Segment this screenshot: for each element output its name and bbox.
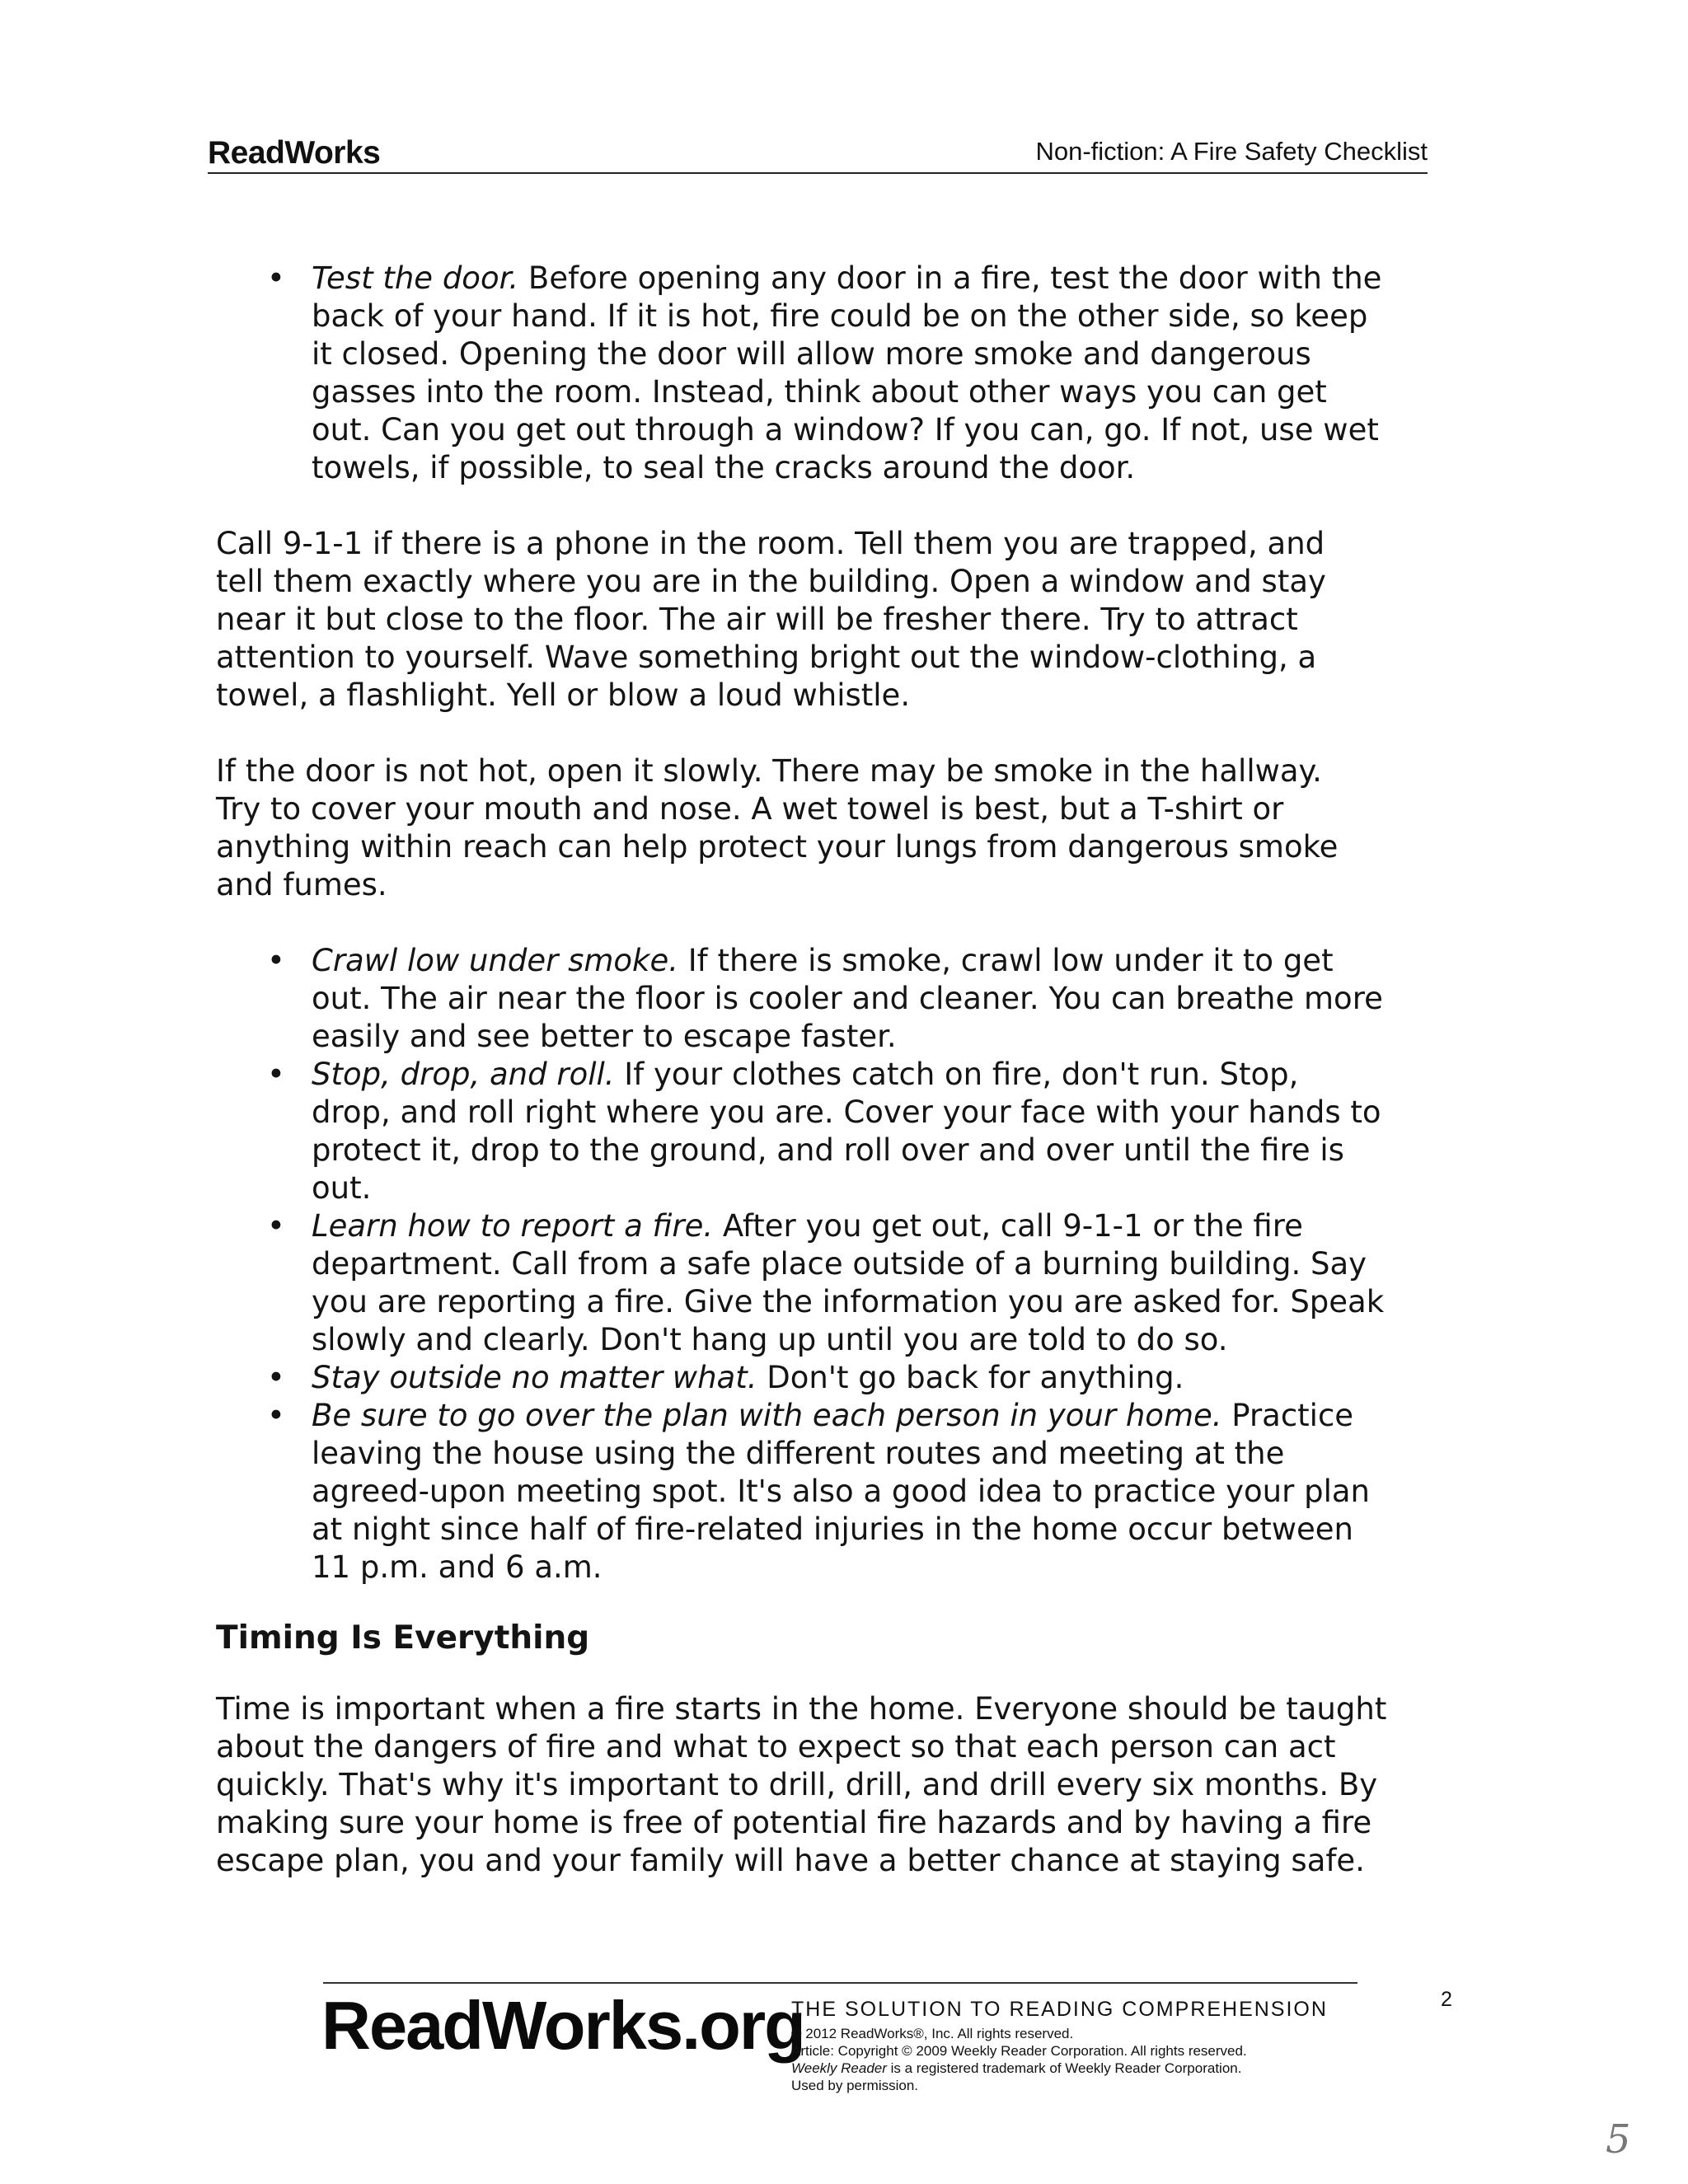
text-line: If there is smoke, crawl low under it to get — [678, 943, 1334, 978]
bullet-list-door — [216, 260, 1436, 487]
text-line: Don't go back for anything. — [757, 1360, 1184, 1395]
bullet-icon: • — [267, 1398, 285, 1433]
text-line: easily and see better to escape faster. — [312, 1019, 897, 1054]
header-document-title: Non-fiction: A Fire Safety Checklist — [1035, 137, 1428, 166]
text-line: out. The air near the floor is cooler and cleaner. You can breathe more — [312, 981, 1383, 1016]
bullet-item — [216, 1359, 1436, 1397]
text-line: making sure your home is free of potential fire hazards and by having a fire — [216, 1805, 1372, 1840]
bullet-lead: Stay outside no matter what. — [312, 1360, 757, 1395]
text-line: protect it, drop to the ground, and roll over and over until the fire is — [312, 1132, 1344, 1168]
text-line: towels, if possible, to seal the cracks around the door. — [312, 450, 1136, 485]
text-line: leaving the house using the different routes and meeting at the — [312, 1436, 1285, 1471]
footer-copyright: © 2012 ReadWorks®, Inc. All rights reserved. — [791, 2026, 1074, 2041]
bullet-item — [216, 1207, 1436, 1359]
bullet-icon: • — [267, 1208, 285, 1244]
header-divider — [208, 172, 1428, 174]
text-line: at night since half of fire-related injuries in the home occur between — [312, 1511, 1353, 1547]
page-header — [208, 132, 1428, 176]
bullet-lead: Stop, drop, and roll. — [312, 1057, 615, 1092]
page-number: 2 — [1441, 1988, 1452, 2011]
bullet-lead: Learn how to report a fire. — [312, 1208, 714, 1244]
text-line: After you get out, call 9-1-1 or the fire — [713, 1208, 1303, 1244]
footer-article-credit: Article: Copyright © 2009 Weekly Reader Corporation. All rights reserved. — [791, 2043, 1247, 2059]
paragraph-call-911 — [216, 525, 1436, 715]
text-line: anything within reach can help protect your lungs from dangerous smoke — [216, 829, 1339, 865]
bullet-lead: Test the door. — [312, 260, 519, 296]
text-line: If the door is not hot, open it slowly. There may be smoke in the hallway. — [216, 753, 1322, 789]
bullet-icon: • — [267, 260, 285, 296]
text-line: quickly. That's why it's important to drill, drill, and drill every six months. By — [216, 1767, 1378, 1802]
bullet-item — [216, 942, 1436, 1056]
text-line: Before opening any door in a fire, test the door with the — [518, 260, 1382, 296]
text-line: out. — [312, 1170, 372, 1206]
paragraph-door-not-hot — [216, 752, 1436, 904]
bullet-list-safety-tips — [216, 942, 1436, 1586]
text-line: gasses into the room. Instead, think about other ways you can get — [312, 374, 1327, 410]
paragraph-timing — [216, 1690, 1436, 1880]
text-line: tell them exactly where you are in the building. Open a window and stay — [216, 564, 1326, 599]
bullet-icon: • — [267, 1057, 285, 1092]
text-line: near it but close to the floor. The air will be fresher there. Try to attract — [216, 602, 1298, 637]
text-line: slowly and clearly. Don't hang up until you are told to do so. — [312, 1322, 1228, 1357]
text-line: towel, a flashlight. Yell or blow a loud whistle. — [216, 677, 911, 713]
footer-permission: Used by permission. — [791, 2078, 919, 2093]
text-line: attention to yourself. Wave something bright out the window-clothing, a — [216, 640, 1317, 675]
bullet-item — [216, 1397, 1436, 1586]
bullet-lead: Crawl low under smoke. — [312, 943, 678, 978]
text-line: out. Can you get out through a window? If you can, go. If not, use wet — [312, 412, 1379, 448]
text-line: about the dangers of fire and what to expect so that each person can act — [216, 1729, 1336, 1765]
text-line: it closed. Opening the door will allow more smoke and dangerous — [312, 336, 1311, 372]
footer-trademark-text: is a registered trademark of Weekly Reader Corporation. — [886, 2060, 1242, 2076]
text-line: Call 9-1-1 if there is a phone in the room. Tell them you are trapped, and — [216, 526, 1325, 561]
text-line: department. Call from a safe place outside of a burning building. Say — [312, 1246, 1367, 1282]
footer-trademark-name: Weekly Reader — [791, 2060, 887, 2076]
bullet-icon: • — [267, 1360, 285, 1395]
footer-trademark — [791, 2060, 1385, 2077]
bullet-item — [216, 1056, 1436, 1207]
bullet-lead: Be sure to go over the plan with each person in your home. — [312, 1398, 1222, 1433]
bullet-icon: • — [267, 943, 285, 978]
header-brand-logo: ReadWorks — [208, 135, 381, 171]
text-line: back of your hand. If it is hot, fire could be on the other side, so keep — [312, 298, 1368, 334]
text-line: drop, and roll right where you are. Cover your face with your hands to — [312, 1094, 1381, 1130]
footer-brand-logo: ReadWorks.org — [321, 1987, 804, 2064]
text-line: If your clothes catch on fire, don't run. Stop, — [614, 1057, 1299, 1092]
text-line: 11 p.m. and 6 a.m. — [312, 1549, 603, 1585]
handwritten-mark: 5 — [1606, 2116, 1631, 2163]
text-line: and fumes. — [216, 867, 387, 902]
text-line: Practice — [1221, 1398, 1354, 1433]
text-line: Try to cover your mouth and nose. A wet towel is best, but a T-shirt or — [216, 791, 1284, 827]
section-heading: Timing Is Everything — [216, 1619, 590, 1657]
text-line: escape plan, you and your family will have a better chance at staying safe. — [216, 1843, 1365, 1878]
article-body — [216, 260, 1436, 1880]
text-line: Time is important when a fire starts in the home. Everyone should be taught — [216, 1691, 1387, 1727]
text-line: you are reporting a fire. Give the information you are asked for. Speak — [312, 1284, 1385, 1319]
footer-divider — [323, 1982, 1357, 1984]
footer-tagline: THE SOLUTION TO READING COMPREHENSION — [791, 1998, 1328, 2021]
text-line: agreed-upon meeting spot. It's also a good idea to practice your plan — [312, 1474, 1370, 1509]
bullet-item — [216, 260, 1436, 487]
